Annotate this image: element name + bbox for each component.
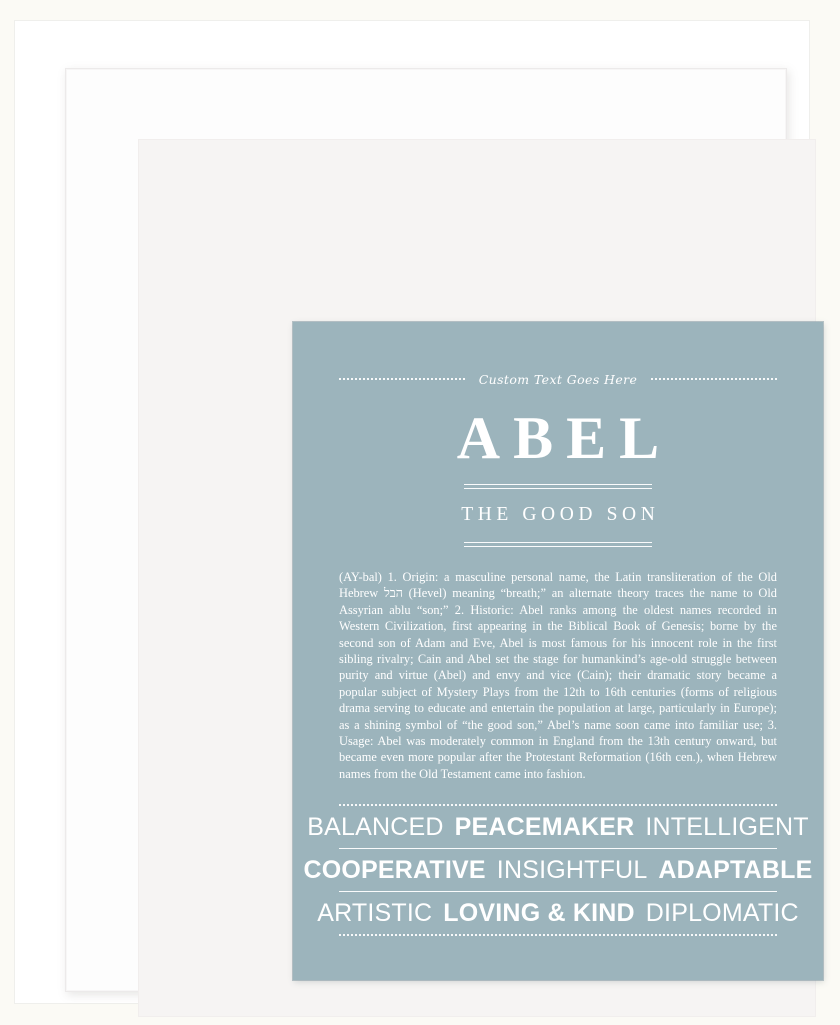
dotted-rule-right (651, 378, 777, 380)
divider-line (464, 542, 652, 543)
trait-word: COOPERATIVE (303, 856, 486, 885)
poster-tagline: THE GOOD SON (461, 504, 660, 525)
trait-word: ADAPTABLE (658, 856, 813, 885)
traits-bottom-dotted-rule (339, 934, 777, 936)
trait-word: BALANCED (307, 813, 444, 842)
trait-word: PEACEMAKER (454, 813, 635, 842)
trait-row (307, 806, 809, 848)
picture-frame-outer (14, 20, 813, 1004)
frame-mat (138, 139, 816, 1017)
trait-row (317, 892, 799, 934)
poster-definition-text: (AY-bal) 1. Origin: a masculine personal name, the Latin transliteration of the Old Hebrew הבל (Hevel) meaning “breath;” an alternate theory traces the name to Old Assyrian ablu “son;” 2. Historic: Abel ranks among the oldest names recorded in Western Civilization, first appearing in the Biblical Book of Genesis; borne by the second son of Adam and Eve, Abel is most famous for his innocent role in the first sibling rivalry; Cain and Abel set the stage for humankind’s age-old struggle between purity and virtue (Abel) and envy and vice (Cain); their dramatic story became a popular subject of Mystery Plays from the 12th to 16th centuries (forms of religious drama serving to educate and entertain the population at large, particularly in Europe); as a shining symbol of “the good son,” Abel’s name soon came into familiar use; 3. Usage: Abel was moderately common in England from the 13th century onward, but became even more popular after the Protestant Reformation (16th cen.), when Hebrew names from the Old Testament came into fashion. (339, 570, 777, 781)
trait-row (303, 849, 813, 891)
trait-word: DIPLOMATIC (645, 899, 799, 928)
custom-text-line: Custom Text Goes Here (478, 371, 638, 387)
poster-name-title: ABEL (456, 405, 673, 471)
dotted-rule-left (339, 378, 465, 380)
trait-word: ARTISTIC (317, 899, 433, 928)
trait-word: LOVING & KIND (443, 899, 635, 928)
divider-line (464, 488, 652, 489)
frame-moulding (65, 68, 813, 992)
poster-traits-block (303, 804, 813, 936)
divider-line (464, 546, 652, 547)
trait-word: INTELLIGENT (645, 813, 809, 842)
divider-line (464, 484, 652, 485)
name-art-poster (293, 322, 823, 980)
divider-below-tagline (464, 542, 652, 547)
trait-word: INSIGHTFUL (496, 856, 648, 885)
poster-header-row (339, 370, 777, 388)
divider-above-tagline (464, 484, 652, 489)
